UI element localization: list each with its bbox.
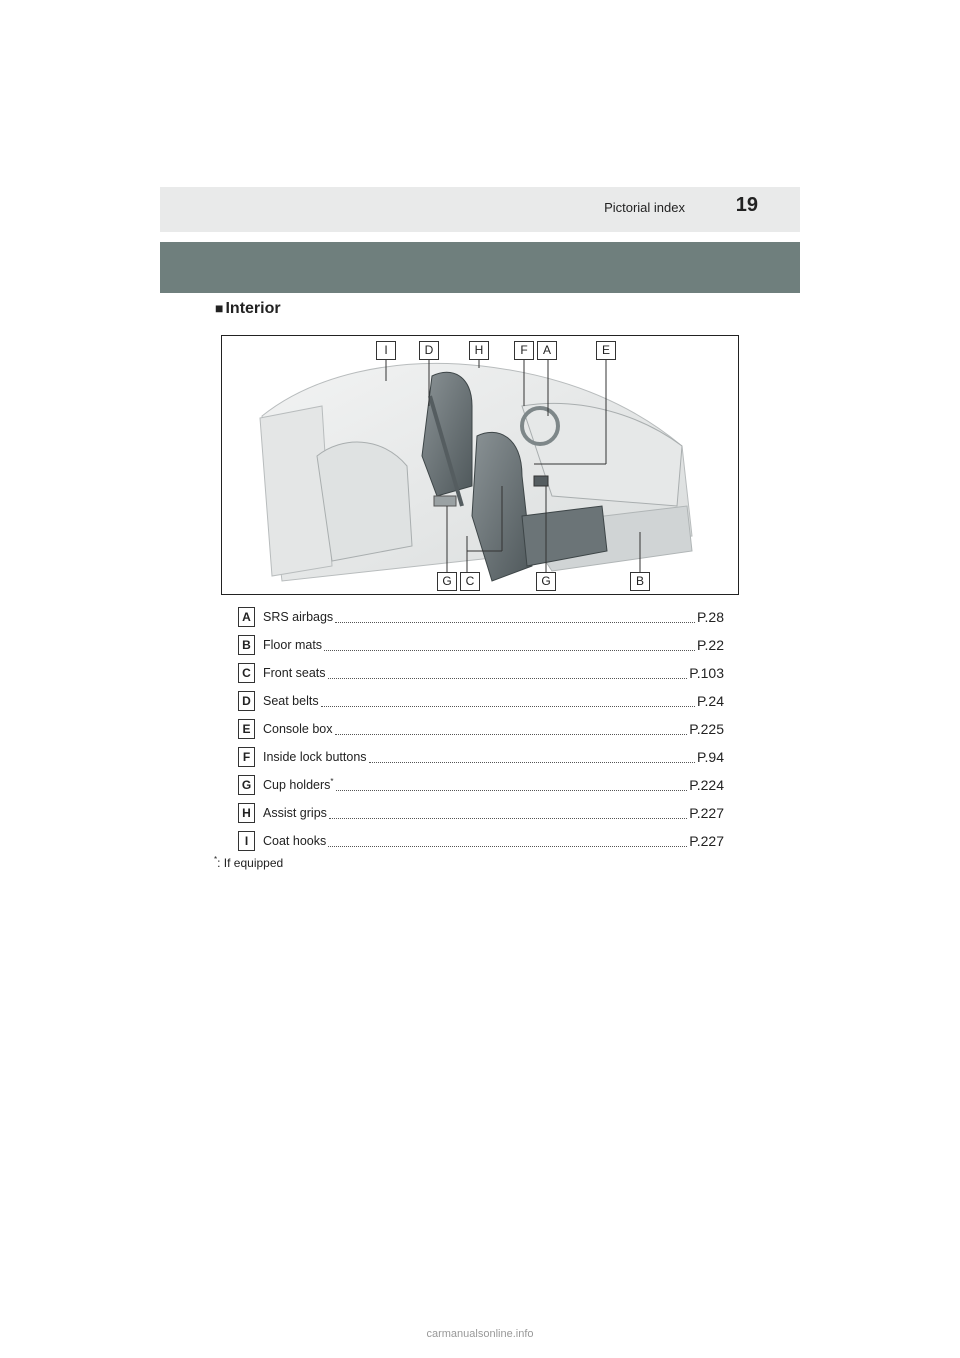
item-label: Floor mats [263,638,323,652]
page-reference-link[interactable]: P.227 [689,833,724,849]
leader-dots [336,789,688,791]
callout-bottom-3: G [536,572,556,591]
rear-pillar [260,406,332,576]
footnote-marker: * [330,777,334,787]
page-reference-link[interactable]: P.22 [697,637,724,653]
callout-top-2: D [419,341,439,360]
callout-top-4: F [514,341,534,360]
index-row-srs-airbags [238,603,724,631]
footnote-mark: * [214,855,218,864]
callout-top-3: H [469,341,489,360]
item-letter: E [238,719,255,739]
leader-dots [369,761,695,763]
index-row-console-box [238,715,724,743]
item-label: Front seats [263,666,326,680]
callout-bottom-1: G [437,572,457,591]
heading-marker: ■ [215,300,224,316]
item-letter: A [238,607,255,627]
rear-bench-seat [317,442,412,561]
footnote [214,855,283,870]
item-letter: C [238,663,255,683]
callout-top-1: I [376,341,396,360]
item-label-text: Cup holders [263,778,331,793]
item-letter: H [238,803,255,823]
page-reference-link[interactable]: P.227 [689,805,724,821]
page-header [160,187,800,232]
leader-dots [335,733,688,735]
index-row-front-seats [238,659,724,687]
callout-top-5: A [537,341,557,360]
item-label: SRS airbags [263,610,334,624]
index-row-assist-grips [238,799,724,827]
chapter-band [160,242,800,293]
page-reference-link[interactable]: P.94 [697,749,724,765]
item-letter: F [238,747,255,767]
index-row-cup-holders [238,771,724,799]
item-label: Assist grips [263,806,327,820]
index-row-floor-mats [238,631,724,659]
page-reference-link[interactable]: P.225 [689,721,724,737]
item-label: Inside lock buttons [263,750,367,764]
rear-cup-holder [434,496,456,506]
watermark: carmanualsonline.info [426,1328,534,1340]
leader-dots [329,817,687,819]
index-list [238,603,724,855]
item-label: Coat hooks [263,834,327,848]
callout-bottom-2: C [460,572,480,591]
item-label: Console box [263,722,333,736]
section-title: Pictorial index [604,200,685,215]
item-label: Seat belts [263,694,319,708]
index-row-coat-hooks [238,827,724,855]
car-interior-drawing [222,336,737,593]
interior-illustration [221,335,739,595]
item-letter: D [238,691,255,711]
leader-dots [321,705,695,707]
footnote-text: : If equipped [217,856,284,870]
page-reference-link[interactable]: P.224 [689,777,724,793]
item-letter: I [238,831,255,851]
leader-dots [328,845,687,847]
front-cup-holder [534,476,548,486]
section-heading [215,300,281,318]
callout-bottom-4: B [630,572,650,591]
page-reference-link[interactable]: P.28 [697,609,724,625]
index-row-seat-belts [238,687,724,715]
callout-top-6: E [596,341,616,360]
leader-dots [324,649,695,651]
leader-dots [335,621,695,623]
item-label [263,777,334,792]
leader-dots [328,677,688,679]
page-reference-link[interactable]: P.24 [697,693,724,709]
index-row-inside-lock-buttons [238,743,724,771]
heading-text: Interior [225,300,281,317]
page-number: 19 [735,194,758,216]
item-letter: G [238,775,255,795]
page-reference-link[interactable]: P.103 [689,665,724,681]
item-letter: B [238,635,255,655]
